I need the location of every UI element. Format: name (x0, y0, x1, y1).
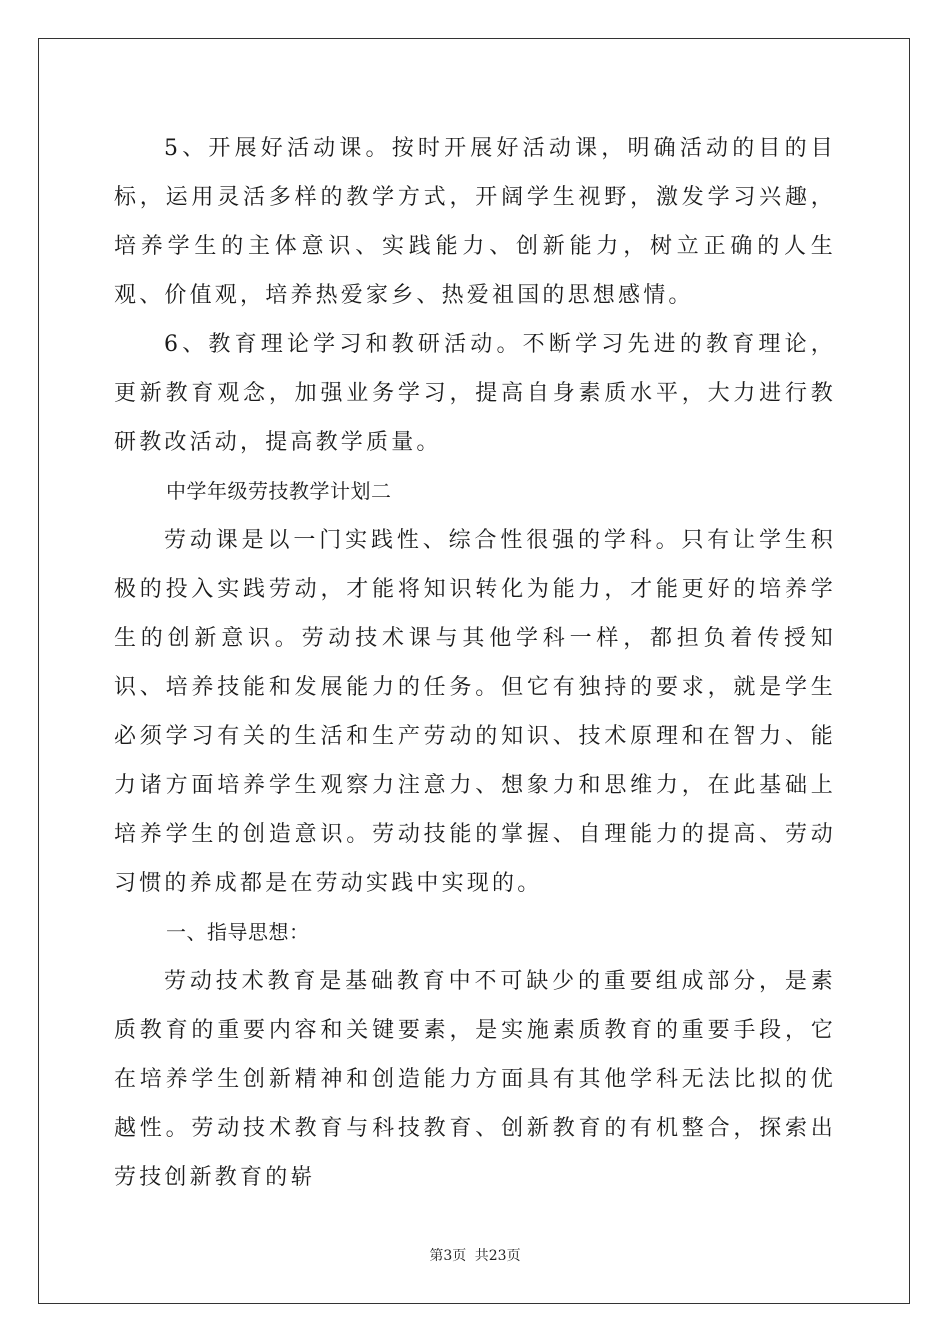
page-footer (0, 1245, 950, 1265)
document-body (114, 124, 836, 1202)
paragraph-labor-course: 劳动课是以一门实践性、综合性很强的学科。只有让学生积极的投入实践劳动，才能将知识转化为能力，才能更好的培养学生的创新意识。劳动技术课与其他学科一样，都担负着传授知识、培养技能和发展能力的任务。但它有独持的要求，就是学生必须学习有关的生活和生产劳动的知识、技术原理和在智力、能力诸方面培养学生观察力注意力、想象力和思维力，在此基础上培养学生的创造意识。劳动技能的掌握、自理能力的提高、劳动习惯的养成都是在劳动实践中实现的。 (114, 528, 836, 896)
paragraph-activity-class: 5、开展好活动课。按时开展好活动课，明确活动的目的目标，运用灵活多样的教学方式，开阔学生视野，激发学习兴趣，培养学生的主体意识、实践能力、创新能力，树立正确的人生观、价值观，培养热爱家乡、热爱祖国的思想感情。 (114, 136, 836, 308)
paragraph-teaching-research: 6、教育理论学习和教研活动。不断学习先进的教育理论，更新教育观念，加强业务学习，提高自身素质水平，大力进行教研教改活动，提高教学质量。 (114, 332, 836, 455)
section-title: 中学年级劳技教学计划二 (166, 479, 392, 503)
page-total: 共23页 (474, 1248, 521, 1264)
section-heading-guiding-thought: 一、指导思想： (166, 920, 310, 944)
paragraph-labor-education: 劳动技术教育是基础教育中不可缺少的重要组成部分，是素质教育的重要内容和关键要素，是实施素质教育的重要手段，它在培养学生创新精神和创造能力方面具有其他学科无法比拟的优越性。劳动技术教育与科技教育、创新教育的有机整合，探索出劳技创新教育的崭 (114, 969, 836, 1190)
page-number: 第3页 (429, 1248, 467, 1264)
